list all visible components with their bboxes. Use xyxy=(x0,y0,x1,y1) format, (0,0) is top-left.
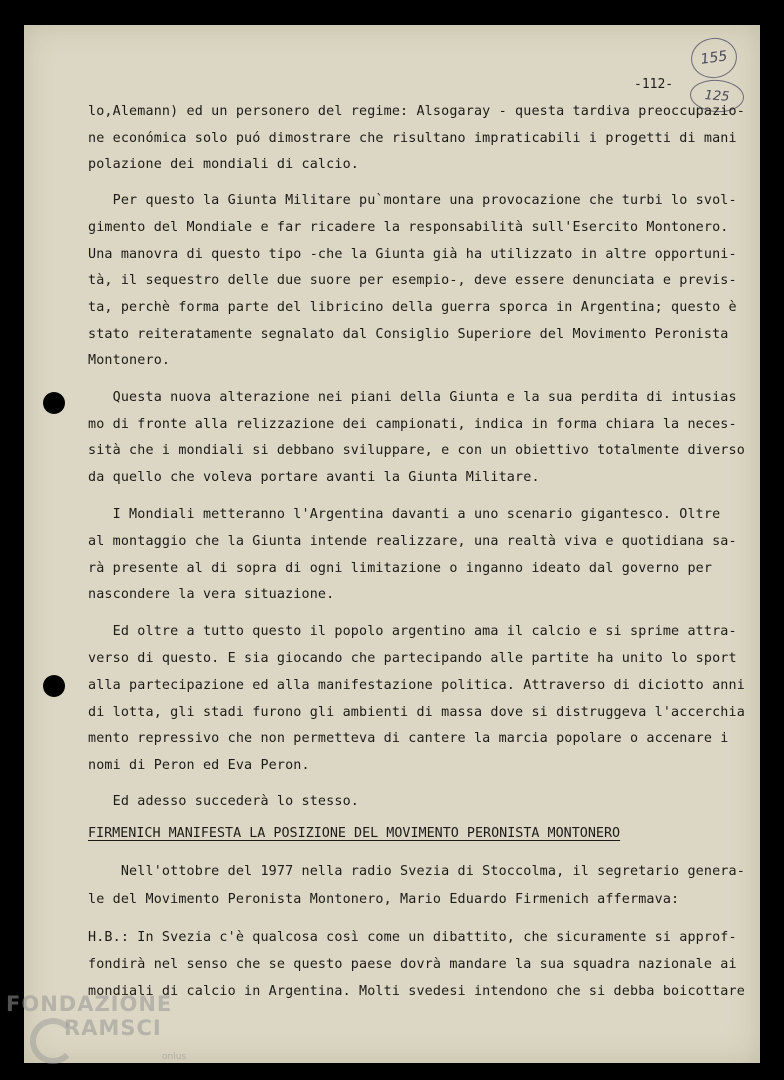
text-line: Ed adesso succederà lo stesso. xyxy=(88,794,359,809)
text-line: H.B.: In Svezia c'è qualcosa così come un dibattito, che sicuramente si approf- xyxy=(88,930,737,945)
text-line: Una manovra di questo tipo -che la Giunta già ha utilizzato in altre opportuni- xyxy=(88,247,737,262)
text-line: alla partecipazione ed alla manifestazione politica. Attraverso di diciotto anni xyxy=(88,678,745,693)
text-line: gimento del Mondiale e far ricadere la responsabilità sull'Esercito Montonero. xyxy=(88,220,729,235)
text-line: mo di fronte alla relizzazione dei campionati, indica in forma chiara la neces- xyxy=(88,417,737,432)
text-line: Ed oltre a tutto questo il popolo argentino ama il calcio e si sprime attra- xyxy=(88,624,737,639)
archive-number-lower: 125 xyxy=(704,87,730,105)
text-line: Per questo la Giunta Militare pu`montare una provocazione che turbi lo svol- xyxy=(88,193,737,208)
text-line: tà, il sequestro delle due suore per esempio-, deve essere denunciata e previs- xyxy=(88,273,737,288)
text-line: verso di questo. E sia giocando che partecipando alle partite ha unito lo sport xyxy=(88,651,737,666)
text-line: nomi di Peron ed Eva Peron. xyxy=(88,758,310,773)
text-line: di lotta, gli stadi furono gli ambienti di massa dove si distruggeva l'accerchia xyxy=(88,705,745,720)
watermark-line-1: FONDAZIONE xyxy=(6,992,173,1016)
text-line: sità che i mondiali si debbano sviluppare, e con un obiettivo totalmente diverso xyxy=(88,443,745,458)
text-line: Nell'ottobre del 1977 nella radio Svezia di Stoccolma, il segretario genera- xyxy=(88,864,745,879)
text-line: fondirà nel senso che se questo paese dovrà mandare la sua squadra nazionale ai xyxy=(88,957,737,972)
watermark-line-2: RAMSCI xyxy=(64,1016,162,1040)
text-line: polazione dei mondiali di calcio. xyxy=(88,157,359,172)
text-line: ne económica solo puó dimostrare che risultano impraticabili i progetti di mani xyxy=(88,131,737,146)
punch-hole xyxy=(43,392,65,414)
text-line: lo,Alemann) ed un personero del regime: Alsogaray - questa tardiva preoccupazio- xyxy=(88,104,745,119)
text-line: nascondere la vera situazione. xyxy=(88,587,335,602)
text-line: da quello che voleva portare avanti la Giunta Militare. xyxy=(88,470,540,485)
punch-hole xyxy=(43,675,65,697)
archive-number-upper: 155 xyxy=(699,48,729,68)
text-line: stato reiteratamente segnalato dal Consiglio Superiore del Movimento Peronista xyxy=(88,327,729,342)
watermark-line-3: onlus xyxy=(162,1052,187,1062)
page-number: -112- xyxy=(634,77,674,92)
text-line: ta, perchè forma parte del libricino della guerra sporca in Argentina; questo è xyxy=(88,300,737,315)
section-heading: FIRMENICH MANIFESTA LA POSIZIONE DEL MOVIMENTO PERONISTA MONTONERO xyxy=(88,826,621,841)
text-line: al montaggio che la Giunta intende realizzare, una realtà viva e quotidiana sa- xyxy=(88,534,737,549)
text-line: mondiali di calcio in Argentina. Molti svedesi intendono che si debba boicottare xyxy=(88,984,745,999)
text-line: Montonero. xyxy=(88,353,171,368)
text-line: rà presente al di sopra di ogni limitazione o inganno ideato dal governo per xyxy=(88,561,713,576)
text-line: Questa nuova alterazione nei piani della Giunta e la sua perdita di intusias xyxy=(88,390,737,405)
text-line: le del Movimento Peronista Montonero, Mario Eduardo Firmenich affermava: xyxy=(88,892,680,907)
text-line: I Mondiali metteranno l'Argentina davanti a uno scenario gigantesco. Oltre xyxy=(88,507,721,522)
text-line: mento repressivo che non permetteva di cantere la marcia popolare o accenare i xyxy=(88,731,729,746)
